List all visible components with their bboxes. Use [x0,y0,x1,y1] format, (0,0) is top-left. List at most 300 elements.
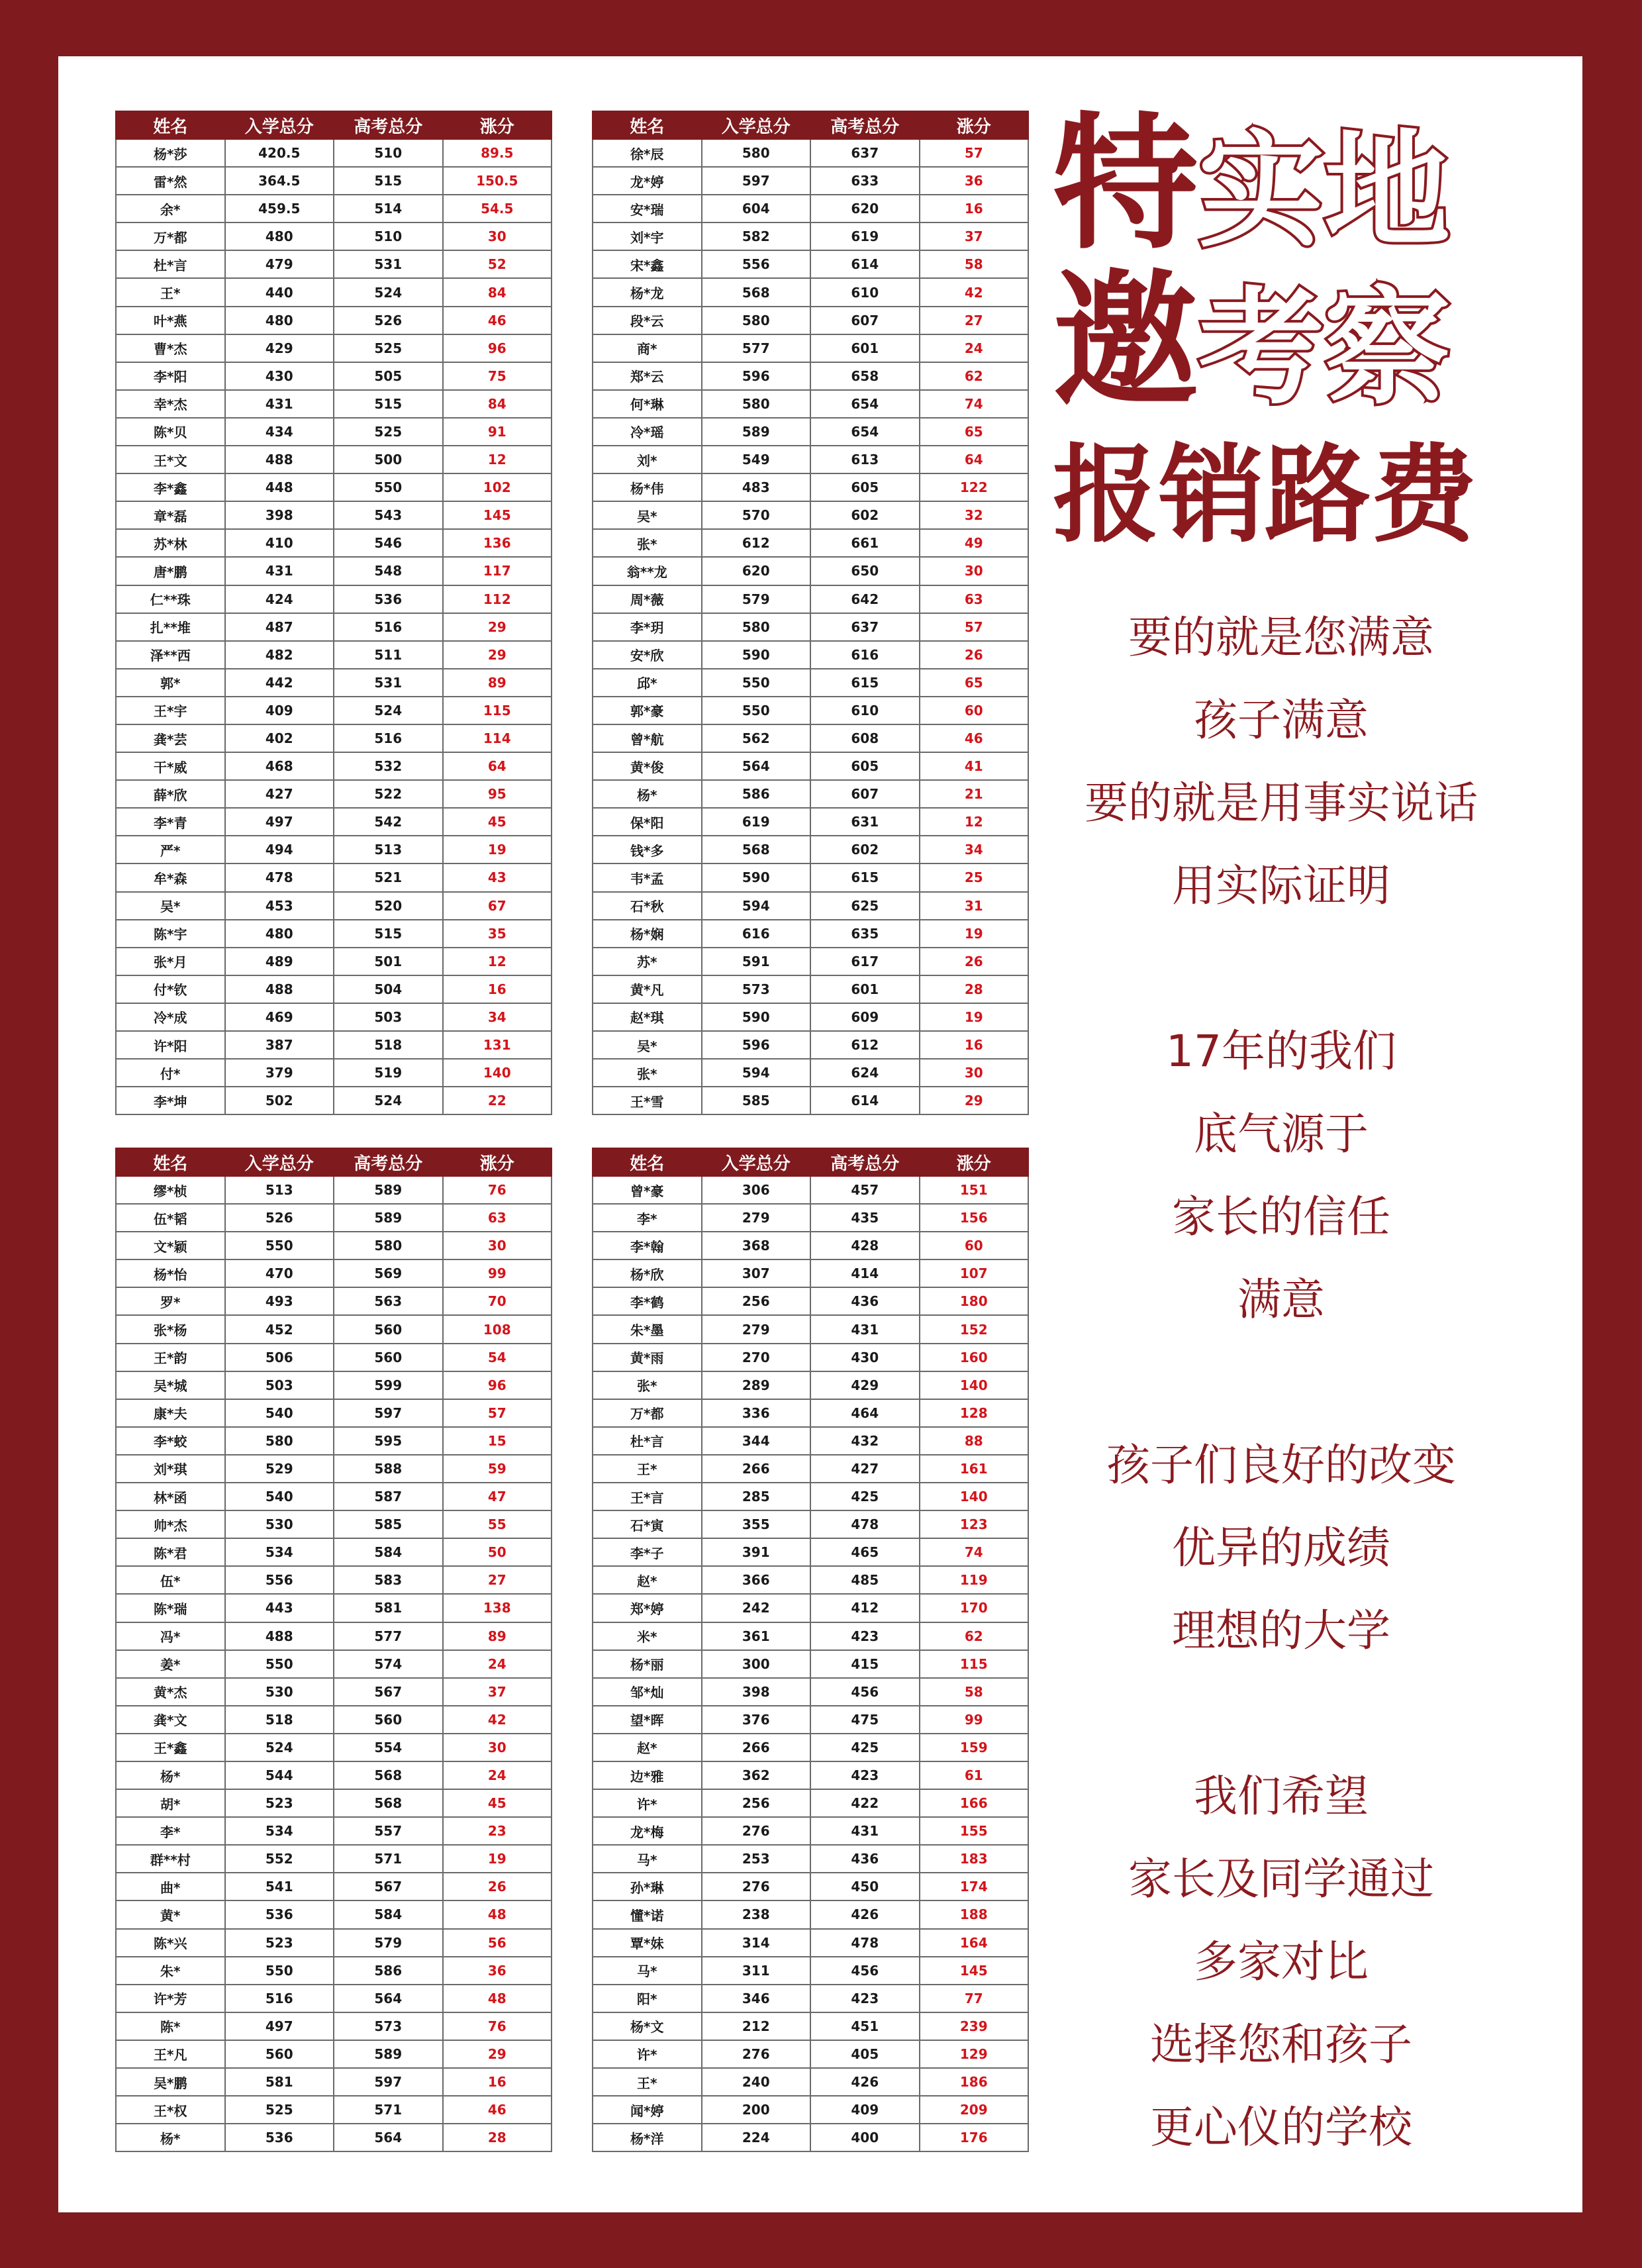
gaokao-score-cell: 550 [334,473,443,501]
score-gain-cell: 174 [920,1873,1029,1900]
table-row [593,1427,1028,1455]
entry-score-cell: 580 [702,613,811,641]
student-name-cell: 王*言 [593,1483,702,1510]
slogan-line: 多家对比 [1194,1936,1369,1987]
student-name-cell: 李*鹤 [593,1287,702,1315]
score-gain-cell: 45 [443,1789,552,1817]
student-name-cell: 李*阳 [116,362,225,390]
entry-score-cell: 478 [225,863,334,891]
entry-score-cell: 589 [702,418,811,446]
table-row [116,250,552,278]
gaokao-score-cell: 620 [810,195,920,222]
score-gain-cell: 119 [920,1566,1029,1594]
entry-score-cell: 488 [225,975,334,1003]
gaokao-score-cell: 637 [810,139,920,167]
table-row [593,1455,1028,1483]
table-row [593,724,1028,752]
table-row [116,1176,552,1204]
table-row [593,641,1028,669]
student-name-cell: 缪*桢 [116,1176,225,1204]
table-row [116,307,552,334]
gaokao-score-cell: 435 [810,1204,920,1232]
student-name-cell: 文*颖 [116,1232,225,1259]
column-header: 高考总分 [334,111,443,139]
gaokao-score-cell: 432 [810,1427,920,1455]
gaokao-score-cell: 542 [334,808,443,836]
table-row [593,307,1028,334]
gaokao-score-cell: 577 [334,1622,443,1650]
score-gain-cell: 19 [920,1003,1029,1031]
gaokao-score-cell: 614 [810,1087,920,1114]
entry-score-cell: 379 [225,1059,334,1087]
score-gain-cell: 65 [920,418,1029,446]
score-gain-cell: 30 [443,1734,552,1761]
entry-score-cell: 488 [225,446,334,473]
table-row [593,2068,1028,2096]
score-gain-cell: 46 [443,2096,552,2124]
student-name-cell: 冷*瑶 [593,418,702,446]
slogan-line: 17年的我们 [1166,1026,1396,1077]
score-gain-cell: 64 [443,752,552,780]
table-row [116,473,552,501]
entry-score-cell: 355 [702,1510,811,1538]
gaokao-score-cell: 426 [810,2068,920,2096]
score-gain-cell: 161 [920,1455,1029,1483]
gaokao-score-cell: 436 [810,1845,920,1873]
score-gain-cell: 37 [920,222,1029,250]
entry-score-cell: 562 [702,724,811,752]
table-row [116,975,552,1003]
table-row [593,250,1028,278]
entry-score-cell: 590 [702,641,811,669]
gaokao-score-cell: 650 [810,557,920,585]
student-name-cell: 王*文 [116,446,225,473]
entry-score-cell: 482 [225,641,334,669]
student-name-cell: 许* [593,1789,702,1817]
gaokao-score-cell: 515 [334,390,443,418]
gaokao-score-cell: 609 [810,1003,920,1031]
gaokao-score-cell: 581 [334,1594,443,1622]
table-row [116,362,552,390]
gaokao-score-cell: 613 [810,446,920,473]
entry-score-cell: 580 [702,307,811,334]
table-row [593,1845,1028,1873]
gaokao-score-cell: 412 [810,1594,920,1622]
gaokao-score-cell: 601 [810,334,920,362]
column-header: 高考总分 [810,1148,920,1176]
score-gain-cell: 108 [443,1315,552,1343]
slogan-line: 用实际证明 [1172,860,1390,911]
score-gain-cell: 166 [920,1789,1029,1817]
gaokao-score-cell: 516 [334,613,443,641]
table-row [116,2096,552,2124]
entry-score-cell: 619 [702,808,811,836]
table-row [116,418,552,446]
student-name-cell: 石*秋 [593,892,702,920]
student-name-cell: 赵* [593,1566,702,1594]
score-gain-cell: 12 [920,808,1029,836]
student-name-cell: 许*芳 [116,1985,225,2012]
score-gain-cell: 36 [920,167,1029,195]
column-header: 姓名 [116,111,225,139]
score-gain-cell: 186 [920,2068,1029,2096]
score-gain-cell: 91 [443,418,552,446]
student-name-cell: 边*雅 [593,1761,702,1789]
entry-score-cell: 487 [225,613,334,641]
slogan-line: 要的就是您满意 [1128,612,1434,663]
gaokao-score-cell: 588 [334,1455,443,1483]
entry-score-cell: 616 [702,920,811,948]
table-row [593,613,1028,641]
gaokao-score-cell: 579 [334,1929,443,1957]
table-row [116,195,552,222]
score-gain-cell: 74 [920,390,1029,418]
score-gain-cell: 29 [443,641,552,669]
student-name-cell: 王*韵 [116,1344,225,1371]
gaokao-score-cell: 586 [334,1957,443,1985]
gaokao-score-cell: 431 [810,1817,920,1845]
entry-score-cell: 556 [225,1566,334,1594]
column-header: 高考总分 [334,1148,443,1176]
entry-score-cell: 364.5 [225,167,334,195]
gaokao-score-cell: 503 [334,1003,443,1031]
gaokao-score-cell: 465 [810,1538,920,1566]
gaokao-score-cell: 619 [810,222,920,250]
slogan-spacer [1033,1341,1529,1424]
entry-score-cell: 448 [225,473,334,501]
column-header: 姓名 [116,1148,225,1176]
entry-score-cell: 483 [702,473,811,501]
entry-score-cell: 276 [702,2040,811,2068]
entry-score-cell: 276 [702,1873,811,1900]
entry-score-cell: 530 [225,1510,334,1538]
student-name-cell: 冷*成 [116,1003,225,1031]
student-name-cell: 杨*文 [593,2012,702,2040]
entry-score-cell: 427 [225,780,334,808]
score-gain-cell: 59 [443,1455,552,1483]
student-name-cell: 余* [116,195,225,222]
entry-score-cell: 540 [225,1399,334,1427]
score-gain-cell: 32 [920,501,1029,529]
score-gain-cell: 46 [920,724,1029,752]
gaokao-score-cell: 615 [810,669,920,697]
table-row [593,1510,1028,1538]
gaokao-score-cell: 425 [810,1734,920,1761]
table-row [593,222,1028,250]
score-gain-cell: 239 [920,2012,1029,2040]
gaokao-score-cell: 414 [810,1259,920,1287]
student-name-cell: 孙*琳 [593,1873,702,1900]
score-gain-cell: 128 [920,1399,1029,1427]
table-row [593,390,1028,418]
table-row [593,1929,1028,1957]
gaokao-score-cell: 602 [810,836,920,863]
score-gain-cell: 99 [443,1259,552,1287]
table-row [116,222,552,250]
score-gain-cell: 84 [443,390,552,418]
entry-score-cell: 582 [702,222,811,250]
score-gain-cell: 35 [443,920,552,948]
gaokao-score-cell: 400 [810,2124,920,2151]
student-name-cell: 米* [593,1622,702,1650]
score-gain-cell: 115 [920,1650,1029,1678]
entry-score-cell: 452 [225,1315,334,1343]
student-name-cell: 朱*墨 [593,1315,702,1343]
score-gain-cell: 107 [920,1259,1029,1287]
slogan-line: 家长及同学通过 [1128,1853,1434,1904]
student-name-cell: 伍*韬 [116,1204,225,1232]
table-row [116,501,552,529]
entry-score-cell: 518 [225,1706,334,1734]
gaokao-score-cell: 510 [334,139,443,167]
entry-score-cell: 488 [225,1622,334,1650]
entry-score-cell: 524 [225,1734,334,1761]
entry-score-cell: 362 [702,1761,811,1789]
table-row [593,1594,1028,1622]
score-gain-cell: 34 [443,1003,552,1031]
table-row [593,948,1028,975]
student-name-cell: 赵* [593,1734,702,1761]
student-name-cell: 保*阳 [593,808,702,836]
score-gain-cell: 115 [443,697,552,724]
score-gain-cell: 15 [443,1427,552,1455]
entry-score-cell: 391 [702,1538,811,1566]
score-gain-cell: 140 [920,1483,1029,1510]
score-gain-cell: 54 [443,1344,552,1371]
table-row [116,334,552,362]
student-name-cell: 张* [593,1371,702,1399]
gaokao-score-cell: 521 [334,863,443,891]
table-row [593,1204,1028,1232]
entry-score-cell: 434 [225,418,334,446]
score-gain-cell: 26 [920,948,1029,975]
gaokao-score-cell: 409 [810,2096,920,2124]
table-row [116,1900,552,1928]
gaokao-score-cell: 560 [334,1315,443,1343]
score-gain-cell: 159 [920,1734,1029,1761]
student-name-cell: 安*瑞 [593,195,702,222]
entry-score-cell: 336 [702,1399,811,1427]
score-gain-cell: 29 [443,2040,552,2068]
score-gain-cell: 30 [443,1232,552,1259]
student-name-cell: 曲* [116,1873,225,1900]
table-row [116,1538,552,1566]
student-name-cell: 懂*诺 [593,1900,702,1928]
entry-score-cell: 550 [702,697,811,724]
entry-score-cell: 429 [225,334,334,362]
table-row [116,1483,552,1510]
student-name-cell: 杨*欣 [593,1259,702,1287]
table-row [116,1510,552,1538]
slogan-line: 要的就是用事实说话 [1085,777,1478,828]
student-name-cell: 泽**西 [116,641,225,669]
table-row [593,529,1028,557]
table-row [116,1003,552,1031]
gaokao-score-cell: 574 [334,1650,443,1678]
entry-score-cell: 594 [702,1059,811,1087]
gaokao-score-cell: 569 [334,1259,443,1287]
score-gain-cell: 58 [920,250,1029,278]
student-name-cell: 黄*凡 [593,975,702,1003]
entry-score-cell: 376 [702,1706,811,1734]
score-gain-cell: 99 [920,1706,1029,1734]
entry-score-cell: 564 [702,752,811,780]
student-name-cell: 王*宇 [116,697,225,724]
gaokao-score-cell: 589 [334,1204,443,1232]
student-name-cell: 陈*贝 [116,418,225,446]
gaokao-score-cell: 450 [810,1873,920,1900]
column-header: 涨分 [443,111,552,139]
score-gain-cell: 29 [443,613,552,641]
score-gain-cell: 16 [443,2068,552,2096]
student-name-cell: 覃*妹 [593,1929,702,1957]
entry-score-cell: 440 [225,278,334,306]
gaokao-score-cell: 584 [334,1900,443,1928]
student-name-cell: 黄*杰 [116,1678,225,1706]
gaokao-score-cell: 564 [334,2124,443,2151]
student-name-cell: 吴* [593,501,702,529]
entry-score-cell: 368 [702,1232,811,1259]
headline-line-3: 报销路费 [1053,433,1477,557]
student-name-cell: 曹*杰 [116,334,225,362]
score-gain-cell: 21 [920,780,1029,808]
entry-score-cell: 306 [702,1176,811,1204]
entry-score-cell: 430 [225,362,334,390]
entry-score-cell: 591 [702,948,811,975]
student-name-cell: 王*凡 [116,2040,225,2068]
table-row [116,1204,552,1232]
student-name-cell: 王*雪 [593,1087,702,1114]
table-row [593,418,1028,446]
table-row [593,2040,1028,2068]
student-name-cell: 薛*欣 [116,780,225,808]
entry-score-cell: 590 [702,1003,811,1031]
gaokao-score-cell: 633 [810,167,920,195]
table-row [593,1734,1028,1761]
score-table-2 [592,111,1029,1115]
entry-score-cell: 398 [225,501,334,529]
score-gain-cell: 67 [443,892,552,920]
table-row [116,1087,552,1114]
table-row [116,2124,552,2151]
entry-score-cell: 536 [225,2124,334,2151]
student-name-cell: 刘*琪 [116,1455,225,1483]
table-row [593,139,1028,167]
table-row [116,1985,552,2012]
slogan-line: 满意 [1237,1274,1325,1325]
table-row [593,1650,1028,1678]
gaokao-score-cell: 425 [810,1483,920,1510]
gaokao-score-cell: 525 [334,334,443,362]
entry-score-cell: 443 [225,1594,334,1622]
gaokao-score-cell: 642 [810,585,920,613]
student-name-cell: 马* [593,1845,702,1873]
student-name-cell: 徐*辰 [593,139,702,167]
table-row [116,613,552,641]
score-gain-cell: 89.5 [443,139,552,167]
score-gain-cell: 16 [920,195,1029,222]
entry-score-cell: 431 [225,390,334,418]
entry-score-cell: 534 [225,1817,334,1845]
gaokao-score-cell: 531 [334,250,443,278]
gaokao-score-cell: 505 [334,362,443,390]
table-row [116,1678,552,1706]
entry-score-cell: 494 [225,836,334,863]
score-gain-cell: 88 [920,1427,1029,1455]
table-row [116,390,552,418]
entry-score-cell: 402 [225,724,334,752]
entry-score-cell: 410 [225,529,334,557]
entry-score-cell: 256 [702,1789,811,1817]
table-row [116,1873,552,1900]
table-row [593,836,1028,863]
gaokao-score-cell: 511 [334,641,443,669]
student-name-cell: 杨*龙 [593,278,702,306]
gaokao-score-cell: 605 [810,473,920,501]
gaokao-score-cell: 426 [810,1900,920,1928]
gaokao-score-cell: 526 [334,307,443,334]
score-gain-cell: 29 [920,1087,1029,1114]
entry-score-cell: 307 [702,1259,811,1287]
score-gain-cell: 140 [443,1059,552,1087]
column-header: 高考总分 [810,111,920,139]
student-name-cell: 曾*豪 [593,1176,702,1204]
gaokao-score-cell: 610 [810,697,920,724]
table-row [116,1789,552,1817]
entry-score-cell: 516 [225,1985,334,2012]
table-row [593,1371,1028,1399]
entry-score-cell: 550 [225,1650,334,1678]
score-gain-cell: 64 [920,446,1029,473]
gaokao-score-cell: 516 [334,724,443,752]
score-gain-cell: 60 [920,1232,1029,1259]
gaokao-score-cell: 567 [334,1873,443,1900]
table-row [116,167,552,195]
table-header-row [116,111,552,139]
table-row [116,724,552,752]
student-name-cell: 许* [593,2040,702,2068]
score-gain-cell: 89 [443,1622,552,1650]
student-name-cell: 吴* [593,1031,702,1059]
score-gain-cell: 54.5 [443,195,552,222]
score-gain-cell: 112 [443,585,552,613]
score-gain-cell: 209 [920,2096,1029,2124]
table-row [593,975,1028,1003]
student-name-cell: 付* [116,1059,225,1087]
table-row [116,752,552,780]
entry-score-cell: 586 [702,780,811,808]
student-name-cell: 杨*莎 [116,139,225,167]
student-name-cell: 幸*杰 [116,390,225,418]
gaokao-score-cell: 589 [334,2040,443,2068]
gaokao-score-cell: 423 [810,1622,920,1650]
gaokao-score-cell: 518 [334,1031,443,1059]
student-name-cell: 章*磊 [116,501,225,529]
entry-score-cell: 300 [702,1650,811,1678]
student-name-cell: 群**村 [116,1845,225,1873]
gaokao-score-cell: 436 [810,1287,920,1315]
score-gain-cell: 55 [443,1510,552,1538]
gaokao-score-cell: 405 [810,2040,920,2068]
student-name-cell: 罗* [116,1287,225,1315]
score-gain-cell: 24 [443,1761,552,1789]
score-gain-cell: 65 [920,669,1029,697]
gaokao-score-cell: 585 [334,1510,443,1538]
gaokao-score-cell: 554 [334,1734,443,1761]
table-row [116,1622,552,1650]
entry-score-cell: 580 [225,1427,334,1455]
score-gain-cell: 30 [443,222,552,250]
